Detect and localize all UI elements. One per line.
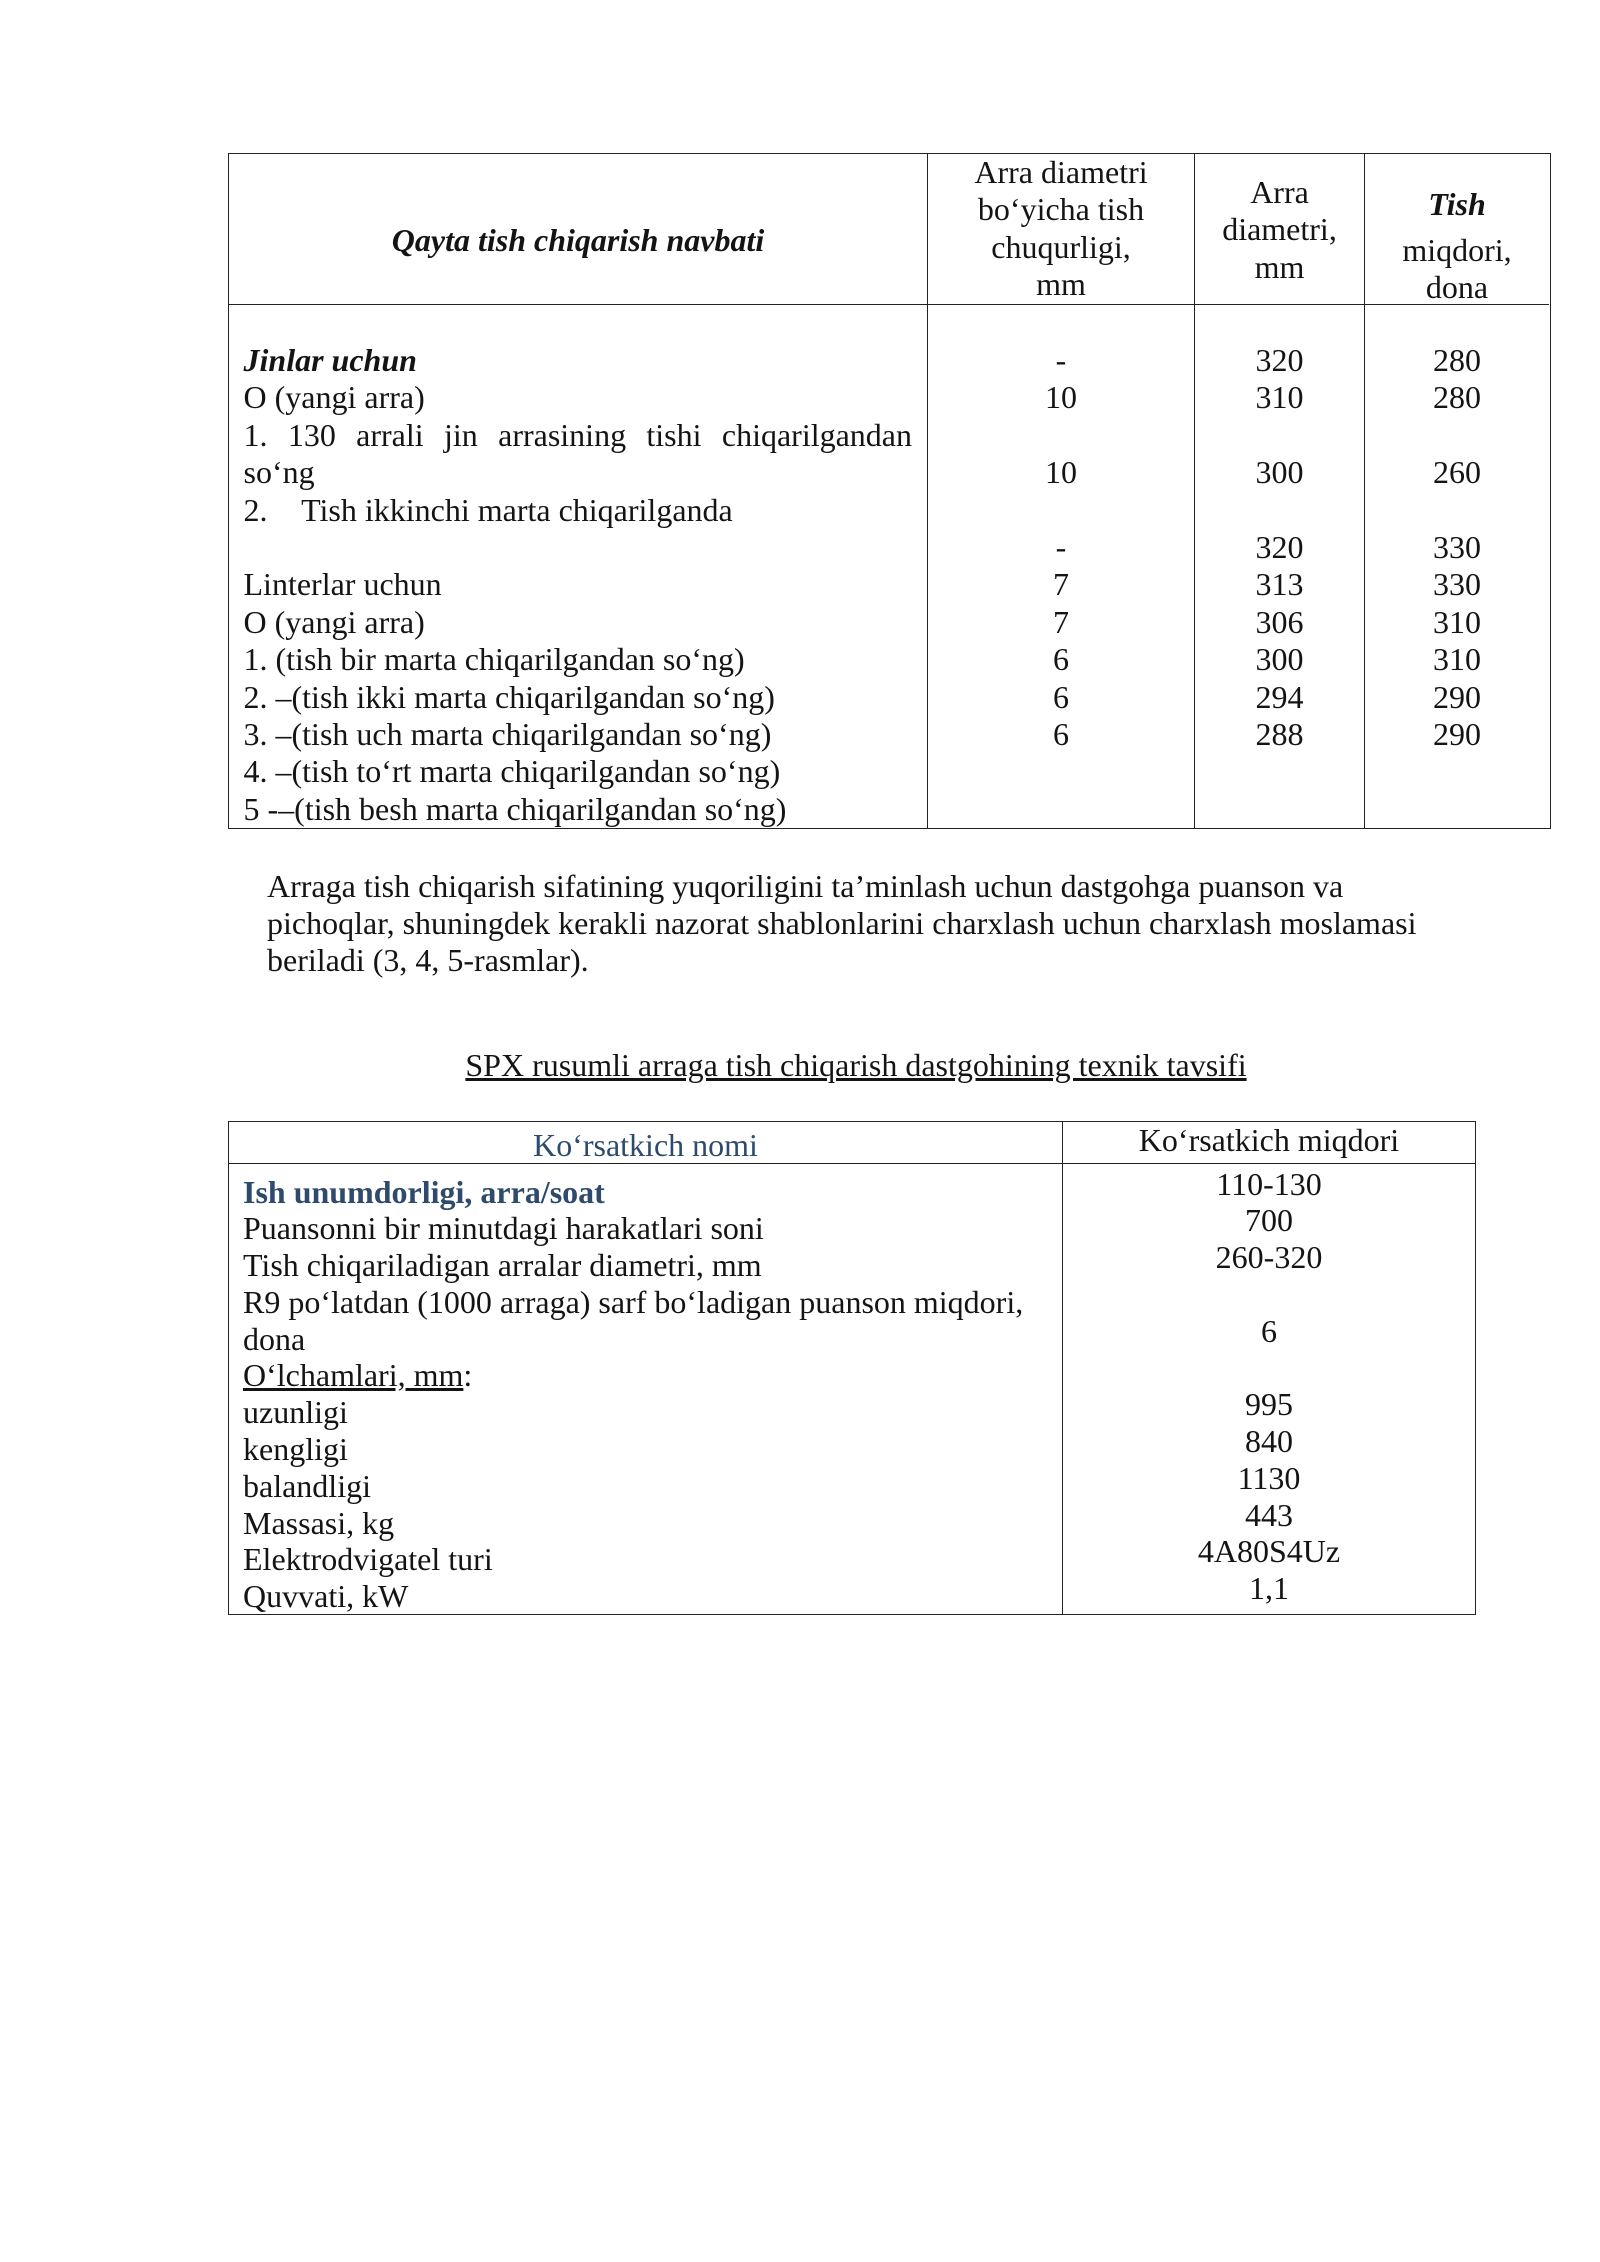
tooth-depth-value (928, 753, 1194, 790)
tooth-depth-value (928, 492, 1194, 529)
teeth-count-value: 290 (1433, 715, 1481, 752)
saw-diameter-value (1195, 791, 1364, 828)
indicator-name: Tish chiqariladigan arralar diametri, mm (243, 1247, 762, 1284)
saw-diameter-value: 310 (1255, 379, 1304, 416)
teeth-count-value (1365, 417, 1549, 454)
header-teeth-count-title: Tish (1428, 185, 1486, 222)
saw-diameter-column (1195, 305, 1365, 829)
indicator-name: Ish unumdorligi, arra/soat (243, 1173, 605, 1210)
teeth-count-value (1365, 492, 1549, 529)
teeth-count-value: 290 (1433, 678, 1481, 715)
tooth-depth-value: 6 (1053, 678, 1069, 715)
technical-spec-table (228, 1121, 1476, 1615)
tooth-depth-value: 6 (1053, 715, 1069, 752)
saw-diameter-value: 320 (1255, 528, 1304, 565)
dimensions-heading-colon: : (463, 1357, 473, 1394)
header-tooth-depth-line: Arra diametri (974, 154, 1148, 190)
indicator-name: balandligi (243, 1467, 371, 1504)
teeth-count-value: 260 (1433, 454, 1481, 491)
tooth-depth-value: - (1055, 342, 1067, 378)
saw-diameter-value: 294 (1255, 678, 1304, 715)
order-label: 2. –(tish ikki marta chiqarilgandan so‘ng) (243, 678, 775, 715)
indicator-value: 1130 (1237, 1459, 1301, 1496)
indicator-value: 700 (1245, 1202, 1293, 1239)
header-teeth-count-line: miqdori, (1402, 231, 1512, 268)
indicator-name: dona (243, 1320, 306, 1357)
header-saw-diameter (1195, 154, 1365, 305)
order-label: O (yangi arra) (243, 603, 425, 640)
indicator-name-column (229, 1164, 1063, 1615)
saw-diameter-value: 300 (1255, 454, 1304, 491)
indicator-value: 443 (1245, 1496, 1293, 1533)
teeth-count-value: 310 (1433, 641, 1481, 678)
order-label: 5 -–(tish besh marta chiqarilgandan so‘ng) (243, 790, 787, 827)
saw-diameter-value: 300 (1255, 641, 1304, 678)
indicator-value: 995 (1245, 1386, 1293, 1423)
header-regrinding-order (229, 154, 928, 305)
saw-diameter-value (1195, 417, 1364, 454)
indicator-name: Massasi, kg (243, 1504, 395, 1541)
tooth-depth-value: 10 (1045, 379, 1077, 416)
indicator-value: 4A80S4Uz (1197, 1533, 1341, 1570)
indicator-value: 260-320 (1215, 1239, 1323, 1276)
section-label-linters: Linterlar uchun (243, 566, 442, 603)
header-teeth-count (1365, 154, 1549, 305)
regrinding-order-column (229, 305, 928, 829)
indicator-name: Puansonni bir minutdagi harakatlari soni (243, 1210, 764, 1247)
header-tooth-depth (928, 154, 1195, 305)
teeth-count-value (1365, 753, 1549, 790)
tooth-depth-value (928, 417, 1194, 454)
indicator-value-column (1063, 1164, 1475, 1615)
header-tooth-depth-line: mm (1036, 266, 1086, 303)
section-label-gins: Jinlar uchun (243, 342, 417, 378)
indicator-name (243, 1357, 1048, 1394)
order-label: 4. –(tish to‘rt marta chiqarilgandan so‘ng) (243, 753, 781, 790)
header-indicator-name-label: Ko‘rsatkich nomi (533, 1127, 758, 1163)
indicator-value: 110-130 (1216, 1165, 1322, 1202)
indicator-name: kengligi (243, 1431, 348, 1468)
order-label: 3. –(tish uch marta chiqarilgandan so‘ng) (243, 715, 772, 752)
indicator-name: R9 po‘latdan (1000 arraga) sarf bo‘ladigan puanson miqdori, (243, 1283, 1024, 1320)
tooth-depth-column (928, 305, 1195, 829)
order-label: so‘ng (243, 454, 315, 491)
tooth-depth-value: 7 (1053, 566, 1069, 603)
header-tooth-depth-line: chuqurligi, (991, 228, 1131, 265)
header-indicator-value-label: Ko‘rsatkich miqdori (1138, 1122, 1400, 1158)
order-label: 1. 130 arrali jin arrasining tishi chiqarilgandan (243, 416, 912, 453)
order-label: 1. (tish bir marta chiqarilgandan so‘ng) (243, 641, 745, 678)
teeth-count-value: 310 (1433, 603, 1481, 640)
saw-diameter-value: 288 (1255, 715, 1304, 752)
teeth-count-value: 330 (1433, 566, 1481, 603)
indicator-name: uzunligi (243, 1394, 348, 1431)
body-paragraph (267, 868, 1416, 979)
header-regrinding-order-label: Qayta tish chiqarish navbati (391, 221, 765, 258)
teeth-count-value: 330 (1433, 528, 1481, 565)
order-text: Tish ikkinchi marta chiqarilganda (301, 491, 733, 528)
indicator-name: Quvvati, kW (243, 1578, 409, 1615)
saw-diameter-value (1195, 492, 1364, 529)
header-indicator-name (229, 1122, 1063, 1164)
saw-diameter-value: 313 (1255, 566, 1304, 603)
tooth-depth-value: - (1055, 528, 1067, 565)
saw-diameter-value: 320 (1255, 342, 1304, 378)
saw-regrinding-table (228, 153, 1551, 829)
dimensions-heading: O‘lchamlari, mm (243, 1357, 464, 1394)
order-label: O (yangi arra) (243, 379, 425, 416)
indicator-value: 840 (1245, 1423, 1293, 1460)
blank-line (244, 529, 913, 566)
tooth-depth-value: 7 (1053, 603, 1069, 640)
teeth-count-value: 280 (1433, 342, 1481, 378)
tooth-depth-value: 6 (1053, 641, 1069, 678)
teeth-count-value: 280 (1433, 379, 1481, 416)
header-tooth-depth-line: bo‘yicha tish (977, 191, 1145, 228)
header-saw-diameter-line: mm (1254, 248, 1305, 285)
tooth-depth-value: 10 (1045, 454, 1077, 491)
spec-table-title (267, 1047, 1445, 1084)
paragraph-line: beriladi (3, 4, 5-rasmlar). (267, 941, 589, 978)
header-saw-diameter-line: Arra (1250, 173, 1309, 210)
paragraph-line: pichoqlar, shuningdek kerakli nazorat shablonlarini charxlash uchun charxlash moslamasi (267, 904, 1417, 941)
indicator-value (1063, 1349, 1475, 1386)
order-label (244, 492, 913, 529)
header-teeth-count-line: dona (1425, 269, 1489, 306)
teeth-count-value (1365, 791, 1549, 828)
indicator-value (1063, 1276, 1475, 1313)
indicator-value: 6 (1261, 1312, 1277, 1349)
tooth-depth-value (928, 791, 1194, 828)
paragraph-line: Arraga tish chiqarish sifatining yuqoriligini ta’minlash uchun dastgohga puanson va (267, 867, 1344, 904)
order-number: 2. (243, 491, 268, 528)
header-indicator-value (1063, 1122, 1475, 1164)
header-saw-diameter-line: diametri, (1222, 211, 1337, 248)
indicator-value: 1,1 (1249, 1570, 1289, 1607)
teeth-count-column (1365, 305, 1549, 829)
saw-diameter-value: 306 (1255, 603, 1304, 640)
spec-table-title-text: SPX rusumli arraga tish chiqarish dastgohining texnik tavsifi (465, 1047, 1247, 1083)
saw-diameter-value (1195, 753, 1364, 790)
indicator-name: Elektrodvigatel turi (243, 1541, 493, 1578)
